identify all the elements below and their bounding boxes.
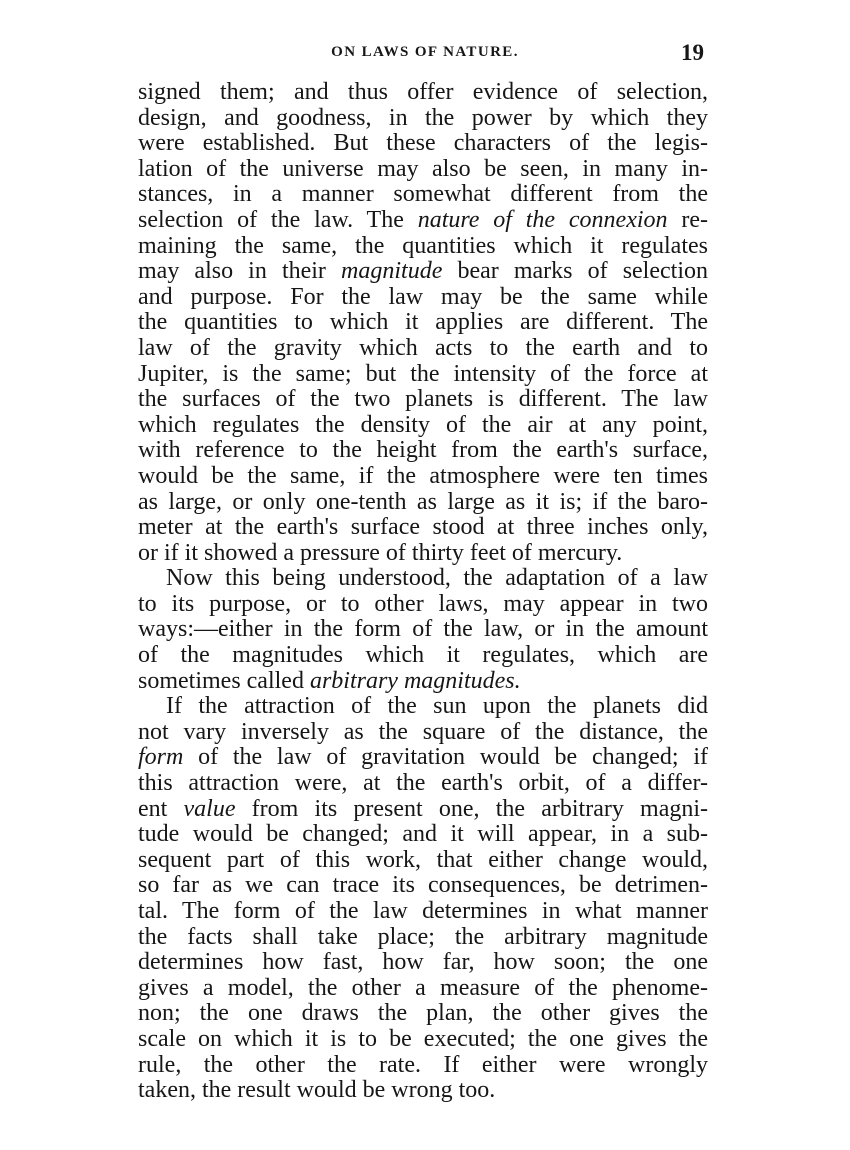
text-run: the quantities to which it applies are different. The xyxy=(138,309,708,336)
text-line xyxy=(138,285,708,311)
body-text xyxy=(138,80,708,1104)
text-run: with reference to the height from the earth's surface, xyxy=(138,437,708,464)
text-run: as large, or only one-tenth as large as it is; if the baro- xyxy=(138,488,708,515)
text-run: were established. But these characters of the legis- xyxy=(138,130,708,157)
text-line xyxy=(138,80,708,106)
text-line xyxy=(138,438,708,464)
text-line xyxy=(138,617,708,643)
text-line xyxy=(138,234,708,260)
text-run: tal. The form of the law determines in what manner xyxy=(138,898,708,924)
text-line xyxy=(138,822,708,848)
text-run: taken, the result would be wrong too. xyxy=(138,1077,496,1104)
text-line xyxy=(138,566,708,592)
text-run: determines how fast, how far, how soon; the one xyxy=(138,949,708,976)
text-line xyxy=(138,669,708,695)
text-line xyxy=(138,592,708,618)
text-line xyxy=(138,643,708,669)
text-line xyxy=(138,464,708,490)
text-run: or if it showed a pressure of thirty feet of mercury. xyxy=(138,539,623,566)
text-line xyxy=(138,541,708,567)
text-run: stances, in a manner somewhat different from the xyxy=(138,181,708,208)
text-line xyxy=(138,848,708,874)
text-run: of the law of gravitation would be changed; if xyxy=(183,744,708,771)
text-line xyxy=(138,515,708,541)
paragraph xyxy=(138,566,708,694)
text-run: ways:—either in the form of the law, or in the amount xyxy=(138,616,708,643)
text-run: maining the same, the quantities which it regulates xyxy=(138,232,708,259)
text-line xyxy=(138,1001,708,1027)
text-line xyxy=(138,387,708,413)
paragraph xyxy=(138,80,708,566)
text-run: sometimes called xyxy=(138,667,310,694)
italic-text: nature of the connexion xyxy=(417,206,668,233)
text-run: re- xyxy=(667,206,708,233)
text-line xyxy=(138,131,708,157)
text-run: design, and goodness, in the power by which they xyxy=(138,104,708,131)
text-line xyxy=(138,720,708,746)
text-run: to its purpose, or to other laws, may appear in two xyxy=(138,590,708,617)
text-run: selection of the law. The xyxy=(138,206,418,233)
text-line xyxy=(138,310,708,336)
text-line xyxy=(138,1078,708,1104)
text-line xyxy=(138,259,708,285)
page-number: 19 xyxy=(681,40,704,65)
running-title: ON LAWS OF NATURE. xyxy=(331,44,519,60)
text-run: bear marks of selection xyxy=(442,258,708,285)
text-line xyxy=(138,925,708,951)
text-run: this attraction were, at the earth's orbit, of a differ- xyxy=(138,770,708,797)
text-line xyxy=(138,950,708,976)
italic-text: form xyxy=(138,744,184,771)
paragraph xyxy=(138,694,708,1104)
text-run: rule, the other the rate. If either were wrongly xyxy=(138,1051,708,1078)
text-line xyxy=(138,873,708,899)
italic-text: magnitude xyxy=(341,258,443,285)
text-run: may also in their xyxy=(138,258,342,285)
text-run: Now this being understood, the adaptation of a law xyxy=(166,565,708,592)
text-run: not vary inversely as the square of the distance, the xyxy=(138,718,708,745)
text-run: signed them; and thus offer evidence of selection, xyxy=(138,79,708,105)
text-line xyxy=(138,976,708,1002)
text-line xyxy=(138,157,708,183)
text-line xyxy=(138,745,708,771)
italic-text: arbitrary magnitudes. xyxy=(309,667,521,694)
text-run: so far as we can trace its consequences, be detrimen- xyxy=(138,872,708,899)
text-line xyxy=(138,413,708,439)
text-run: gives a model, the other a measure of the phenome- xyxy=(138,974,708,1001)
text-line xyxy=(138,1053,708,1079)
text-line xyxy=(138,106,708,132)
text-line xyxy=(138,771,708,797)
text-run: ent xyxy=(138,795,184,822)
text-run: lation of the universe may also be seen, in many in- xyxy=(138,155,708,182)
italic-text: value xyxy=(183,795,236,822)
text-run: tude would be changed; and it will appear, in a sub- xyxy=(138,821,708,848)
text-run: sequent part of this work, that either change would, xyxy=(138,846,708,873)
text-line xyxy=(138,336,708,362)
text-line xyxy=(138,797,708,823)
text-line xyxy=(138,182,708,208)
text-line xyxy=(138,694,708,720)
running-head xyxy=(140,38,710,68)
text-run: would be the same, if the atmosphere were ten times xyxy=(138,462,708,489)
text-line xyxy=(138,899,708,925)
text-run: law of the gravity which acts to the earth and to xyxy=(138,334,708,361)
text-run: scale on which it is to be executed; the one gives the xyxy=(138,1025,708,1052)
text-run: Jupiter, is the same; but the intensity of the force at xyxy=(138,360,708,387)
text-line xyxy=(138,490,708,516)
text-line xyxy=(138,362,708,388)
text-run: and purpose. For the law may be the same while xyxy=(138,283,708,310)
text-run: the facts shall take place; the arbitrary magnitude xyxy=(138,923,708,950)
text-run: from its present one, the arbitrary magni- xyxy=(235,795,709,822)
text-run: meter at the earth's surface stood at three inches only, xyxy=(138,514,708,541)
text-run: the surfaces of the two planets is different. The law xyxy=(138,386,708,413)
text-line xyxy=(138,1027,708,1053)
text-run: of the magnitudes which it regulates, which are xyxy=(138,642,708,669)
text-run: which regulates the density of the air at any point, xyxy=(138,411,708,438)
text-line xyxy=(138,208,708,234)
text-run: If the attraction of the sun upon the planets did xyxy=(166,693,708,720)
text-run: non; the one draws the plan, the other gives the xyxy=(138,1000,708,1027)
